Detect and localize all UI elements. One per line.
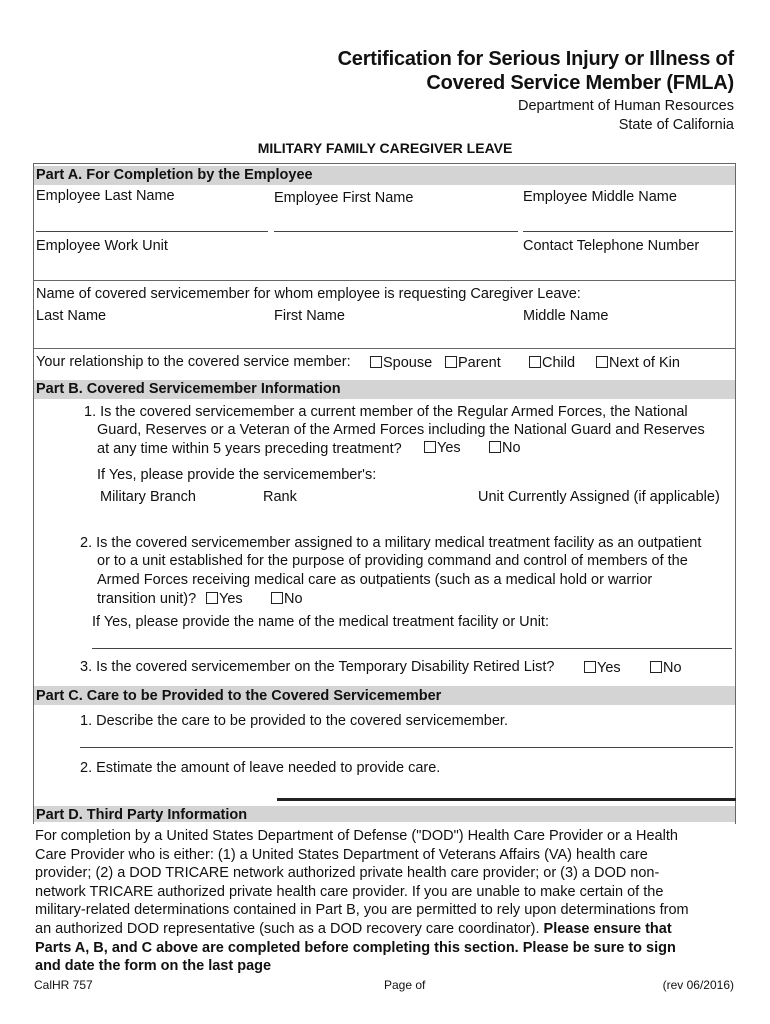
question-b1-line1: 1. Is the covered servicemember a current member of the Regular Armed Forces, the National <box>84 404 688 420</box>
employee-first-name-label: Employee First Name <box>274 190 414 206</box>
question-b2-line2: or to a unit established for the purpose of providing command and control of members of the <box>97 553 688 569</box>
form-title-line1: Certification for Serious Injury or Illness of <box>337 48 734 70</box>
employee-middle-name-label: Employee Middle Name <box>523 189 677 205</box>
relationship-spouse-option[interactable] <box>370 355 432 371</box>
b3-no-option[interactable] <box>650 660 682 676</box>
question-b1-line2: Guard, Reserves or a Veteran of the Armed Forces including the National Guard and Reserves <box>97 422 705 438</box>
form-left-border <box>33 163 34 824</box>
form-right-border <box>735 163 736 824</box>
part-a-heading: Part A. For Completion by the Employee <box>36 167 313 183</box>
question-c2: 2. Estimate the amount of leave needed to provide care. <box>80 760 441 776</box>
employee-first-name-field[interactable] <box>274 231 518 232</box>
section-title: MILITARY FAMILY CAREGIVER LEAVE <box>257 140 513 156</box>
part-d-instructions <box>35 827 735 976</box>
page-number: Page of <box>384 978 426 992</box>
part-d-heading: Part D. Third Party Information <box>36 807 248 823</box>
instruction-line: military-related determinations contained in Part B, you are permitted to rely upon determinations from <box>35 902 689 919</box>
form-id: CalHR 757 <box>34 978 93 992</box>
option-label: Yes <box>597 660 621 676</box>
rank-label: Rank <box>263 489 297 505</box>
checkbox-icon[interactable] <box>650 661 662 673</box>
facility-name-field[interactable] <box>92 648 732 649</box>
servicemember-last-name-label: Last Name <box>36 308 107 324</box>
b2-no-option[interactable] <box>271 591 303 607</box>
relationship-prompt: Your relationship to the covered service member: <box>36 354 351 370</box>
checkbox-icon[interactable] <box>206 592 218 604</box>
instruction-emphasis-line: and date the form on the last page <box>35 958 272 975</box>
contact-phone-label: Contact Telephone Number <box>523 238 700 254</box>
thick-divider <box>277 798 736 801</box>
b1-yes-option[interactable] <box>424 440 461 456</box>
servicemember-name-prompt: Name of covered servicemember for whom employee is requesting Caregiver Leave: <box>36 286 581 302</box>
military-branch-label: Military Branch <box>100 489 196 505</box>
if-yes-servicemember-prompt: If Yes, please provide the servicemember's: <box>97 467 377 483</box>
question-b3: 3. Is the covered servicemember on the Temporary Disability Retired List? <box>80 659 555 675</box>
option-label: Parent <box>458 355 501 371</box>
option-label: Spouse <box>383 355 433 371</box>
department-name: Department of Human Resources <box>518 98 734 114</box>
option-label: No <box>284 591 303 607</box>
checkbox-icon[interactable] <box>529 356 541 368</box>
question-b1-line3: at any time within 5 years preceding treatment? <box>97 441 402 457</box>
question-b2-line1: 2. Is the covered servicemember assigned to a military medical treatment facility as an outpatient <box>80 535 702 551</box>
form-top-border <box>33 163 736 164</box>
instruction-emphasis: Please ensure that <box>543 920 672 937</box>
revision-date: (rev 06/2016) <box>662 978 734 992</box>
checkbox-icon[interactable] <box>445 356 457 368</box>
checkbox-icon[interactable] <box>424 441 436 453</box>
option-label: Child <box>542 355 576 371</box>
question-c1: 1. Describe the care to be provided to the covered servicemember. <box>80 713 508 729</box>
option-label: Next of Kin <box>609 355 680 371</box>
work-unit-label: Employee Work Unit <box>36 238 168 254</box>
checkbox-icon[interactable] <box>370 356 382 368</box>
instruction-text: an authorized DOD representative (such as a DOD recovery care coordinator). <box>35 920 540 937</box>
option-label: No <box>663 660 682 676</box>
instruction-line: Care Provider who is either: (1) a United States Department of Veterans Affairs (VA) health care <box>35 846 648 863</box>
care-description-field[interactable] <box>80 747 733 748</box>
checkbox-icon[interactable] <box>584 661 596 673</box>
servicemember-middle-name-label: Middle Name <box>523 308 609 324</box>
question-b2-line4: transition unit)? <box>97 591 197 607</box>
divider <box>33 280 736 281</box>
option-label: Yes <box>437 440 461 456</box>
state-name: State of California <box>618 117 734 133</box>
instruction-line <box>35 920 735 939</box>
part-c-heading: Part C. Care to be Provided to the Covered Servicemember <box>36 688 442 704</box>
checkbox-icon[interactable] <box>271 592 283 604</box>
relationship-child-option[interactable] <box>529 355 575 371</box>
relationship-parent-option[interactable] <box>445 355 501 371</box>
instruction-line: network TRICARE authorized private health care provider. If you are unable to make certain of the <box>35 883 664 900</box>
divider <box>33 348 736 349</box>
b1-no-option[interactable] <box>489 440 521 456</box>
employee-last-name-label: Employee Last Name <box>36 188 175 204</box>
checkbox-icon[interactable] <box>596 356 608 368</box>
employee-last-name-field[interactable] <box>36 231 268 232</box>
employee-middle-name-field[interactable] <box>523 231 733 232</box>
b3-yes-option[interactable] <box>584 660 621 676</box>
instruction-emphasis-line: Parts A, B, and C above are completed before completing this section. Please be sure to sign <box>35 939 676 956</box>
if-yes-facility-prompt: If Yes, please provide the name of the medical treatment facility or Unit: <box>92 614 549 630</box>
relationship-next-of-kin-option[interactable] <box>596 355 680 371</box>
form-title-line2: Covered Service Member (FMLA) <box>426 72 734 94</box>
question-b2-line3: Armed Forces receiving medical care as outpatients (such as a medical hold or warrior <box>97 572 653 588</box>
unit-assigned-label: Unit Currently Assigned (if applicable) <box>478 489 720 505</box>
b2-yes-option[interactable] <box>206 591 243 607</box>
servicemember-first-name-label: First Name <box>274 308 345 324</box>
option-label: Yes <box>219 591 243 607</box>
option-label: No <box>502 440 521 456</box>
checkbox-icon[interactable] <box>489 441 501 453</box>
instruction-line: provider; (2) a DOD TRICARE network authorized private health care provider; or (3) a DOD non- <box>35 865 660 882</box>
instruction-line: For completion by a United States Department of Defense ("DOD") Health Care Provider or a Health <box>35 828 678 844</box>
part-b-heading: Part B. Covered Servicemember Information <box>36 381 341 397</box>
